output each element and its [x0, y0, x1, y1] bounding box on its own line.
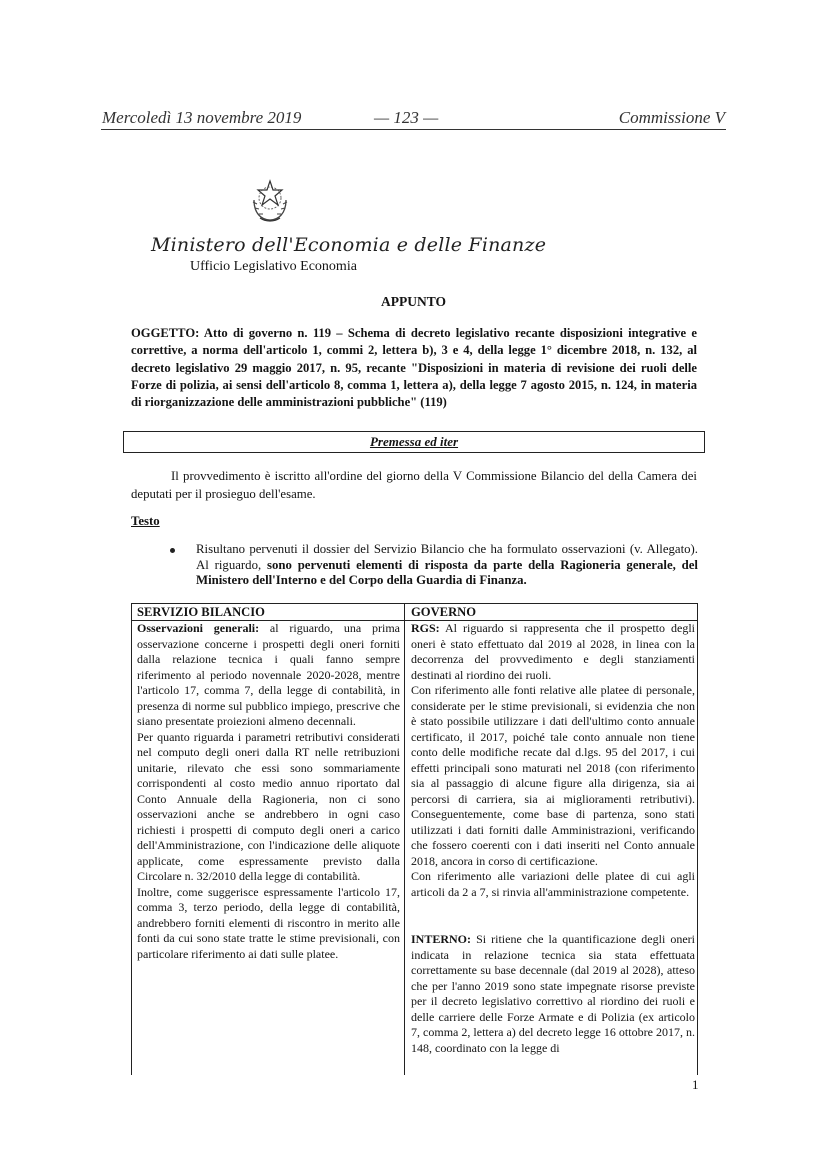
bullet-icon — [170, 548, 175, 553]
intro-paragraph: Il provvedimento è iscritto all'ordine del giorno della V Commissione Bilancio del della Camera dei deputati per il prosieguo dell'esame. — [131, 469, 697, 501]
interno-text: Si ritiene che la quantificazione degli oneri indicata in relazione tecnica sia stata effettuata correttamente su base decennale (dal 2019 al 2028), atteso che per l'anno 2019 sono state impegnate risorse previste per il decreto legislativo correttivo al riordino dei ruoli e delle carriere delle Forze Armate e di Polizia (ex articolo 7, comma 2, lettera a) del decreto legge 16 ottobre 2017, n. 148, coordinato con la legge di — [411, 932, 695, 1055]
interno-label: INTERNO: — [411, 932, 472, 946]
testo-heading: Testo — [131, 514, 160, 528]
header-date: Mercoledì 13 novembre 2019 — [102, 108, 302, 127]
header-page-number: — 123 — — [374, 108, 439, 127]
rgs-text: Al riguardo si rappresenta che il prospetto degli oneri è stato effettuato dal 2019 al 2028, in linea con la decorrenza del provvedimento e degli stanziamenti destinati al riordino dei ruoli. — [411, 621, 695, 682]
rgs-variations-paragraph: Con riferimento alle variazioni delle platee di cui agli articoli da 2 a 7, si rinvia all'amministrazione competente. — [411, 869, 695, 899]
bullet-bold-text: sono pervenuti elementi di risposta da parte della Ragioneria generale, del Ministero dell'Interno e del Corpo della Guardia di Finanza. — [196, 557, 698, 588]
italian-republic-emblem-icon — [248, 178, 292, 224]
office-name: Ufficio Legislativo Economia — [190, 259, 357, 274]
subject-label: OGGETTO — [131, 326, 196, 340]
general-observations-label: Osservazioni generali: — [137, 621, 260, 635]
premessa-box — [123, 431, 705, 453]
servizio-bilancio-cell — [137, 621, 400, 962]
document-title: APPUNTO — [380, 294, 446, 309]
sources-paragraph: Inoltre, come suggerisce espressamente l'articolo 17, comma 3, terzo periodo, della legge di contabilità, andrebbero forniti elementi di riscontro in merito alle fonti da cui sono state tratte le stime previsionali, con particolare riferimento ai dati sulle platee. — [137, 884, 400, 961]
governo-cell — [411, 621, 695, 1056]
column-header-governo: GOVERNO — [411, 605, 477, 619]
rgs-label: RGS: — [411, 621, 440, 635]
interno-paragraph — [411, 932, 695, 1056]
general-observations-text: al riguardo, una prima osservazione concerne i prospetti degli oneri forniti dalla relazione tecnica i quali fanno sempre riferimento al periodo novennale 2020-2028, mentre l'articolo 17, comma 7, della legge di contabilità, in presenza di norme sul pubblico impiego, prescrive che siano presentate proiezioni almeno decennali. — [137, 621, 400, 728]
parameters-paragraph: Per quanto riguarda i parametri retributivi considerati nel computo degli oneri dalla RT nelle retribuzioni unitarie, rilevato che essi sono sommariamente corrispondenti al costo medio annuo riportato dal Conto Annuale della Ragioneria, non ci sono osservazioni anche se andrebbero in ogni caso richiesti i prospetti di computo degli oneri a carico dell'Amministrazione, con l'indicazione delle aliquote applicate, come espressamente previsto dalla Circolare n. 32/2010 della legge di contabilità. — [137, 729, 400, 883]
header-committee: Commissione V — [618, 108, 725, 127]
general-observations-paragraph — [137, 621, 400, 730]
comparison-table — [131, 603, 698, 1075]
rgs-platee-paragraph: Con riferimento alle fonti relative alle platee di personale, considerate per le stime previsionali, si evidenzia che non è stato possibile utilizzare i dati dell'ultimo conto annuale certificato, il 2017, poiché tale conto annuale non tiene conto delle modifiche recate dal d.lgs. 95 del 2017, i cui effetti principali sono maturati nel 2018 (con riferimento sia al passaggio di alcune figure alla dirigenza, sia ai percorsi di carriera, sia ai miglioramenti retributivi). Conseguentemente, come base di partenza, sono stati utilizzati i dati forniti dalle Amministrazioni, verificando che fossero coerenti con i dati inseriti nel Conto annuale 2018, ancora in corso di certificazione. — [411, 683, 695, 868]
column-header-servizio-bilancio: SERVIZIO BILANCIO — [137, 605, 265, 619]
header-rule — [101, 129, 726, 130]
bullet-paragraph — [196, 542, 698, 589]
column-divider — [404, 604, 405, 1075]
subject-text: : Atto di governo n. 119 – Schema di decreto legislativo recante disposizioni integrative e correttive, a norma dell'articolo 1, commi 2, lettera b), 3 e 4, della legge 1° dicembre 2018, n. 132, al decreto legislativo 29 maggio 2017, n. 95, recante "Disposizioni in materia di revisione dei ruoli delle Forze di polizia, ai sensi dell'articolo 8, comma 1, lettera a), della legge 7 agosto 2015, n. 124, in materia di riorganizzazione delle amministrazioni pubbliche" (119) — [131, 326, 697, 410]
subject-paragraph — [131, 325, 697, 411]
premessa-heading: Premessa ed iter — [369, 434, 459, 449]
bullet-text: Risultano pervenuti il dossier del Servizio Bilancio che ha formulato osservazioni (v. Allegato). Al riguardo, — [196, 542, 698, 572]
ministry-signature-logo: Ministero dell'Economia e delle Finanze — [151, 234, 547, 256]
page-number: 1 — [692, 1077, 699, 1092]
rgs-paragraph — [411, 621, 695, 683]
